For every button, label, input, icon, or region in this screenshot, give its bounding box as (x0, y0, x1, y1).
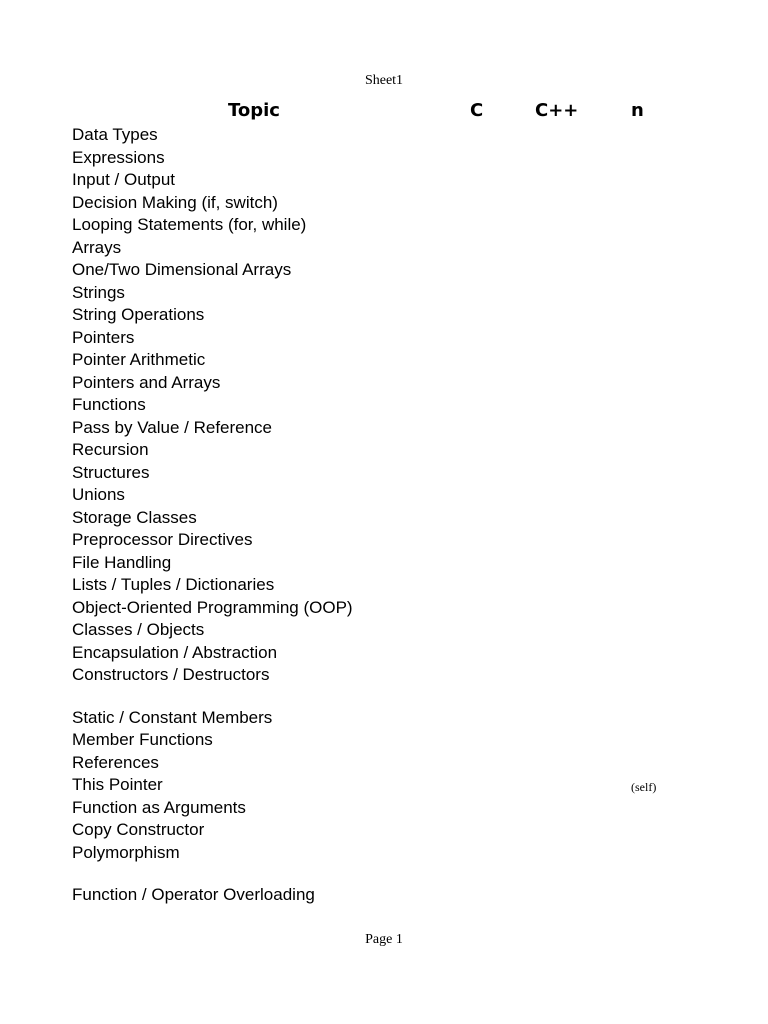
topic-row: References (72, 752, 159, 772)
topic-row: Classes / Objects (72, 620, 205, 639)
topic-row: Storage Classes (72, 507, 197, 527)
topic-row: Pointers (72, 327, 135, 347)
topic-row: Static / Constant Members (72, 707, 273, 727)
column-header-cpp: C++ (535, 100, 579, 121)
topic-row: Structures (72, 462, 150, 482)
topic-row: Data Types (72, 125, 158, 144)
topic-row: Pointers and Arrays (72, 372, 221, 392)
topic-row: Looping Statements (for, while) (72, 215, 307, 234)
topic-row: Arrays (72, 237, 122, 257)
topic-list (72, 124, 353, 907)
topic-row: Constructors / Destructors (72, 665, 270, 684)
topic-row: Decision Making (if, switch) (72, 192, 278, 212)
topic-row: Functions (72, 395, 146, 414)
topic-row: Lists / Tuples / Dictionaries (72, 575, 275, 594)
topic-row: Unions (72, 485, 125, 504)
topic-row: One/Two Dimensional Arrays (72, 260, 292, 279)
topic-row: Recursion (72, 440, 149, 459)
topic-row: Pointer Arithmetic (72, 350, 206, 369)
topic-row: Pass by Value / Reference (72, 417, 273, 437)
topic-row: Expressions (72, 147, 165, 167)
topic-row: Polymorphism (72, 842, 180, 862)
column-header-n: n (631, 100, 644, 121)
column-header-c: C (470, 100, 484, 121)
topic-row: Function / Operator Overloading (72, 885, 315, 904)
topic-row: String Operations (72, 305, 205, 324)
topic-row: This Pointer (72, 775, 163, 794)
topic-row: Copy Constructor (72, 820, 205, 839)
page-footer: Page 1 (365, 932, 403, 947)
topic-row: Encapsulation / Abstraction (72, 642, 278, 662)
sheet-header: Sheet1 (364, 73, 404, 88)
topic-row: Object-Oriented Programming (OOP) (72, 597, 353, 617)
topic-row: Function as Arguments (72, 797, 246, 817)
this-pointer-note: (self) (631, 780, 657, 794)
topic-row: Strings (72, 282, 125, 302)
column-header-topic: Topic (228, 100, 280, 121)
topic-row: File Handling (72, 552, 172, 572)
topic-row: Preprocessor Directives (72, 530, 253, 549)
topic-row: Member Functions (72, 730, 213, 749)
topic-row: Input / Output (72, 170, 176, 189)
